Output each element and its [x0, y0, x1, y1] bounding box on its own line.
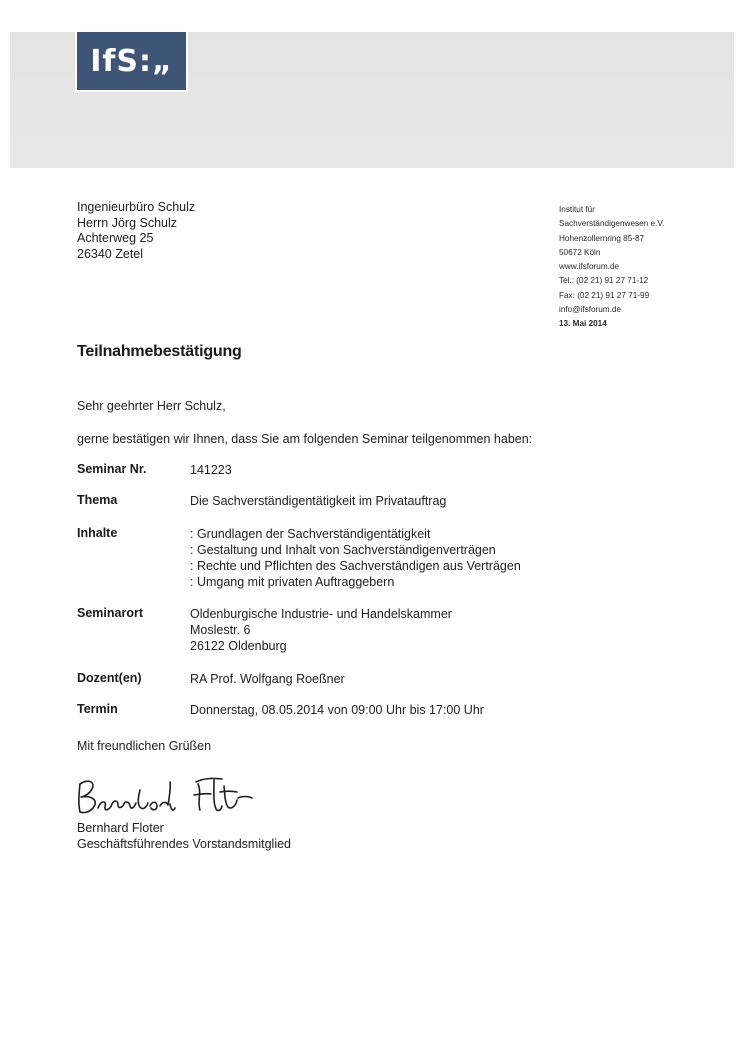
recipient-address [77, 200, 195, 262]
sender-block [559, 203, 664, 332]
signer-block [77, 820, 291, 852]
sender-line: Institut für [559, 205, 595, 214]
inhalte-item: : Umgang mit privaten Auftraggebern [190, 575, 395, 589]
dozent-value: RA Prof. Wolfgang Roeßner [190, 672, 345, 686]
ifs-logo [75, 30, 188, 92]
seminarort-label: Seminarort [77, 606, 143, 620]
inhalte-list [190, 526, 521, 590]
closing-greeting: Mit freundlichen Grüßen [77, 739, 212, 753]
sender-line: Hohenzollernring 85-87 [559, 233, 645, 243]
intro-text: gerne bestätigen wir Ihnen, dass Sie am folgenden Seminar teilgenommen haben: [77, 432, 533, 446]
handwritten-signature [74, 770, 274, 820]
termin-label: Termin [77, 702, 118, 716]
thema-label: Thema [77, 493, 118, 507]
sender-line: Sachverständigenwesen e.V. [559, 219, 665, 229]
seminarort-line: Oldenburgische Industrie- und Handelskammer [190, 607, 452, 621]
inhalte-item: : Grundlagen der Sachverständigentätigkeit [190, 527, 431, 541]
sender-website: www.ifsforum.de [559, 262, 620, 272]
recipient-line: Ingenieurbüro Schulz [77, 200, 196, 214]
seminarort-line: 26122 Oldenburg [190, 639, 287, 653]
inhalte-label: Inhalte [77, 526, 118, 540]
seminar-nr-value: 141223 [190, 463, 232, 477]
sender-phone: Tel.: (02 21) 91 27 71-12 [559, 276, 649, 286]
seminar-nr-label: Seminar Nr. [77, 462, 147, 476]
sender-fax: Fax: (02 21) 91 27 71-99 [559, 290, 650, 300]
salutation: Sehr geehrter Herr Schulz, [77, 399, 226, 413]
seminarort-address [190, 606, 452, 654]
sender-email: info@ifsforum.de [559, 305, 622, 315]
thema-value: Die Sachverständigentätigkeit im Privatauftrag [190, 494, 447, 508]
seminarort-line: Moslestr. 6 [190, 623, 251, 637]
dozent-label: Dozent(en) [77, 671, 142, 685]
document-title: Teilnahmebestätigung [77, 343, 242, 360]
inhalte-item: : Rechte und Pflichten des Sachverständigen aus Verträgen [190, 559, 521, 573]
recipient-line: 26340 Zetel [77, 246, 144, 261]
letter-date: 13. Mai 2014 [559, 319, 607, 329]
inhalte-item: : Gestaltung und Inhalt von Sachverständigenverträgen [190, 543, 496, 557]
recipient-line: Achterweg 25 [77, 231, 154, 245]
recipient-line: Herrn Jörg Schulz [77, 215, 178, 230]
logo-text: IfS:„ [90, 43, 173, 79]
signer-name: Bernhard Floter [77, 821, 164, 835]
sender-line: 50672 Köln [559, 247, 601, 257]
signer-role: Geschäftsführendes Vorstandsmitglied [77, 837, 292, 851]
termin-value: Donnerstag, 08.05.2014 von 09:00 Uhr bis 17:00 Uhr [190, 703, 484, 717]
